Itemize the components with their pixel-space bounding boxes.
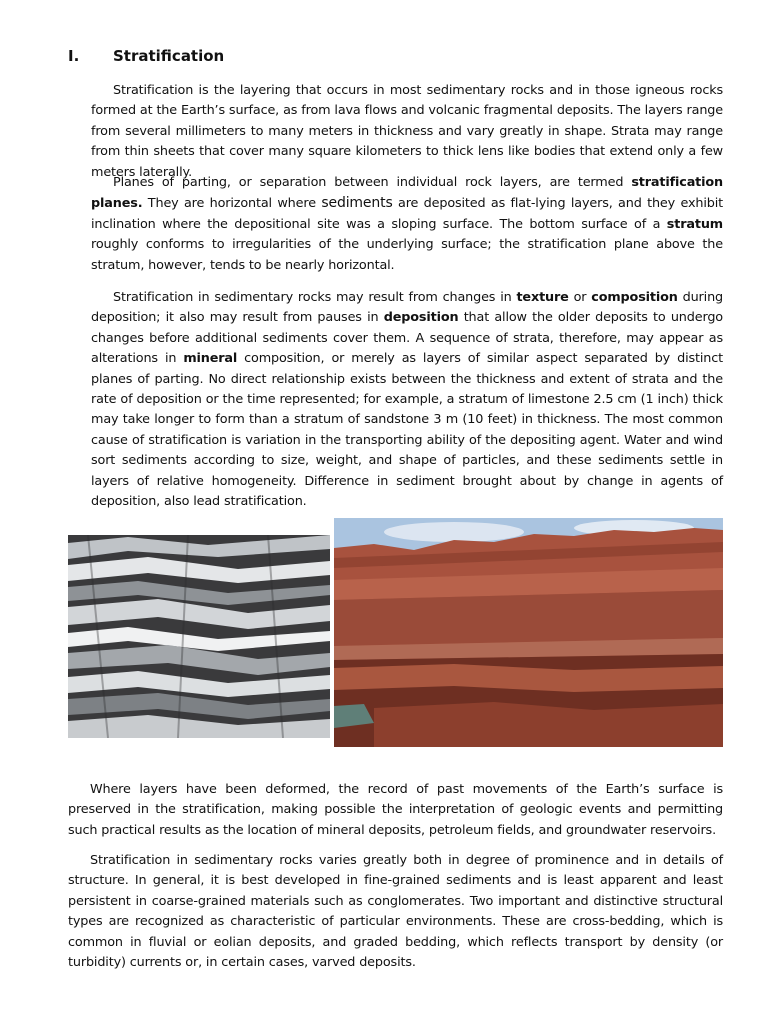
text-run: Planes of parting, or separation between individual rock layers, are termed — [113, 175, 632, 190]
text-run: They are horizontal where — [142, 196, 322, 212]
photo-layered-grey-rock — [68, 535, 330, 738]
bold-term-composition: composition — [591, 290, 678, 305]
paragraph-structural-types: Stratification in sedimentary rocks varies greatly both in degree of prominence and in details of structure. In general, it is best developed in fine-grained sediments and is least apparent and least persistent in coarse-grained materials such as conglomerates. Two important and distinctive structural types are recognized as characteristic of particular environments. These are cross-bedding, which is common in fluvial or eolian deposits, and graded bedding, which reflects transport by density (or turbidity) currents or, in certain cases, varved deposits. — [68, 853, 723, 971]
text-run: or — [568, 290, 592, 305]
foreground-rock — [374, 702, 723, 747]
bold-term-deposition: deposition — [383, 310, 459, 326]
text-run: that allow the older deposits to undergo changes before additional sediments cover them. A sequence of strata, therefore, may appear as alterations in — [91, 310, 723, 367]
floor-band — [334, 664, 723, 692]
text-run: during deposition; it also may result from pauses in — [91, 290, 723, 326]
bold-term-texture: texture — [516, 290, 569, 305]
text-run: Stratification in sedimentary rocks may result from changes in — [113, 290, 517, 305]
text-run: composition, or merely as layers of similar aspect separated by distinct planes of parting. No direct relationship exists between the thickness and extent of strata and the rate of deposition or the time represented; for example, a stratum of limestone 2.5 cm (1 inch) thick may take longer to form than a stratum of sandstone 3 m (10 feet) in thickness. The most common cause of stratification is variation in the transporting ability of the depositing agent. Water and wind sort sediments according to size, weight, and shape of particles, and these sediments settle in layers of relative homogeneity. Difference in sediment brought about by change in agents of deposition, also lead stratification. — [91, 351, 723, 510]
text-run: roughly conforms to irregularities of the underlying surface; the stratification plane above the stratum, however, tends to be nearly horizontal. — [91, 237, 723, 273]
cliff-landscape-image — [334, 518, 723, 747]
layered-rock-image — [68, 535, 330, 738]
section-title: Stratification — [113, 47, 225, 65]
text-run: are deposited as flat-lying layers, and they exhibit inclination where the depositional site was a sloping surface. The bottom surface of a — [91, 196, 723, 232]
section-heading — [68, 47, 224, 65]
bold-term-stratification-planes: stratification planes. — [91, 175, 723, 212]
bold-term-mineral: mineral — [183, 351, 238, 367]
paragraph-stratification-planes — [91, 173, 723, 276]
photo-red-cliff-landscape — [334, 518, 723, 747]
cloud — [384, 522, 524, 542]
paragraph-causes — [91, 288, 723, 512]
bold-term-stratum: stratum — [666, 216, 723, 232]
term-sediments: sediments — [321, 195, 393, 212]
section-number: I. — [68, 47, 80, 65]
paragraph-intro: Stratification is the layering that occurs in most sedimentary rocks and in those igneous rocks formed at the Earth’s surface, as from lava flows and volcanic fragmental deposits. The layers range from several millimeters to many meters in thickness and vary greatly in shape. Strata may range from thin sheets that cover many square kilometers to thick lens like bodies that extend only a few meters laterally. — [91, 83, 723, 180]
paragraph-deformed-layers: Where layers have been deformed, the record of past movements of the Earth’s surface is preserved in the stratification, making possible the interpretation of geologic events and permitting such practical results as the location of mineral deposits, petroleum fields, and groundwater reservoirs. — [68, 782, 723, 838]
